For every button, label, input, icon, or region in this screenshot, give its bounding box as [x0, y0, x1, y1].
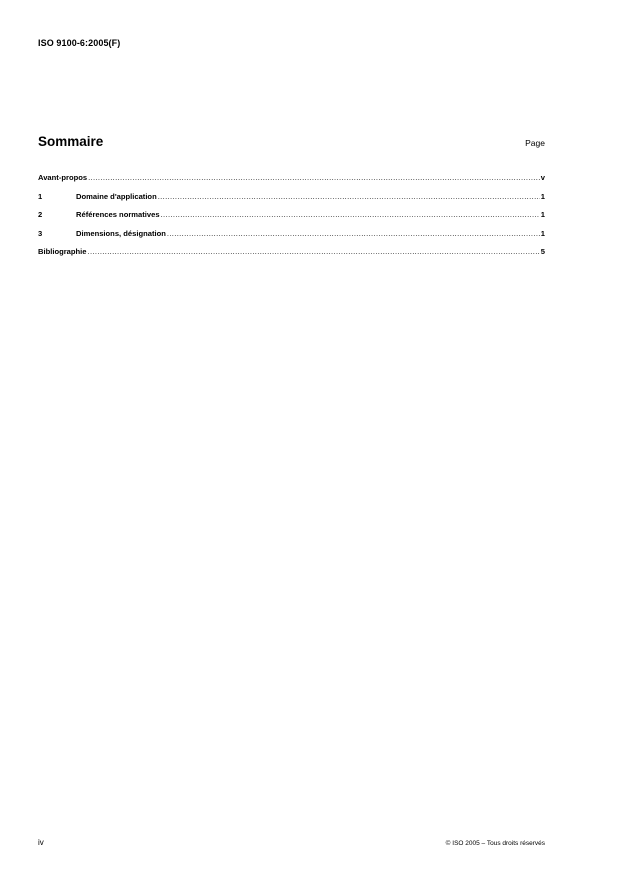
toc-entry-bibliographie[interactable] [38, 247, 545, 266]
toc-entry-dimensions[interactable] [38, 229, 545, 248]
toc-entry-domaine[interactable] [38, 192, 545, 211]
toc-dot-leader [158, 192, 540, 201]
table-of-contents [38, 173, 545, 266]
toc-entry-text: Domaine d'application [76, 191, 157, 201]
toc-entry-references[interactable] [38, 210, 545, 229]
toc-dot-leader [88, 173, 540, 182]
toc-entry-page: 1 [540, 228, 545, 238]
toc-entry-avant-propos[interactable] [38, 173, 545, 192]
footer-page-number: iv [38, 838, 44, 847]
toc-entry-number: 1 [38, 191, 43, 201]
toc-entry-number: 3 [38, 228, 43, 238]
toc-entry-text: Bibliographie [38, 247, 87, 256]
toc-heading-row [38, 134, 545, 149]
toc-entry-page: 5 [540, 247, 545, 256]
toc-entry-number: 2 [38, 210, 43, 219]
toc-entry-text: Avant-propos [38, 173, 88, 182]
document-id-header: ISO 9100-6:2005(F) [38, 38, 121, 48]
toc-entry-text: Références normatives [76, 210, 160, 219]
page-footer [38, 838, 545, 847]
toc-dot-leader [88, 247, 540, 256]
toc-entry-page: v [540, 173, 545, 182]
toc-page-column-label: Page [525, 138, 545, 148]
footer-copyright: © ISO 2005 – Tous droits réservés [445, 840, 545, 847]
toc-title: Sommaire [38, 134, 104, 149]
toc-entry-page: 1 [540, 191, 545, 201]
toc-dot-leader [161, 210, 540, 219]
toc-dot-leader [167, 229, 540, 238]
toc-entry-text: Dimensions, désignation [76, 228, 166, 238]
toc-entry-page: 1 [540, 210, 545, 219]
